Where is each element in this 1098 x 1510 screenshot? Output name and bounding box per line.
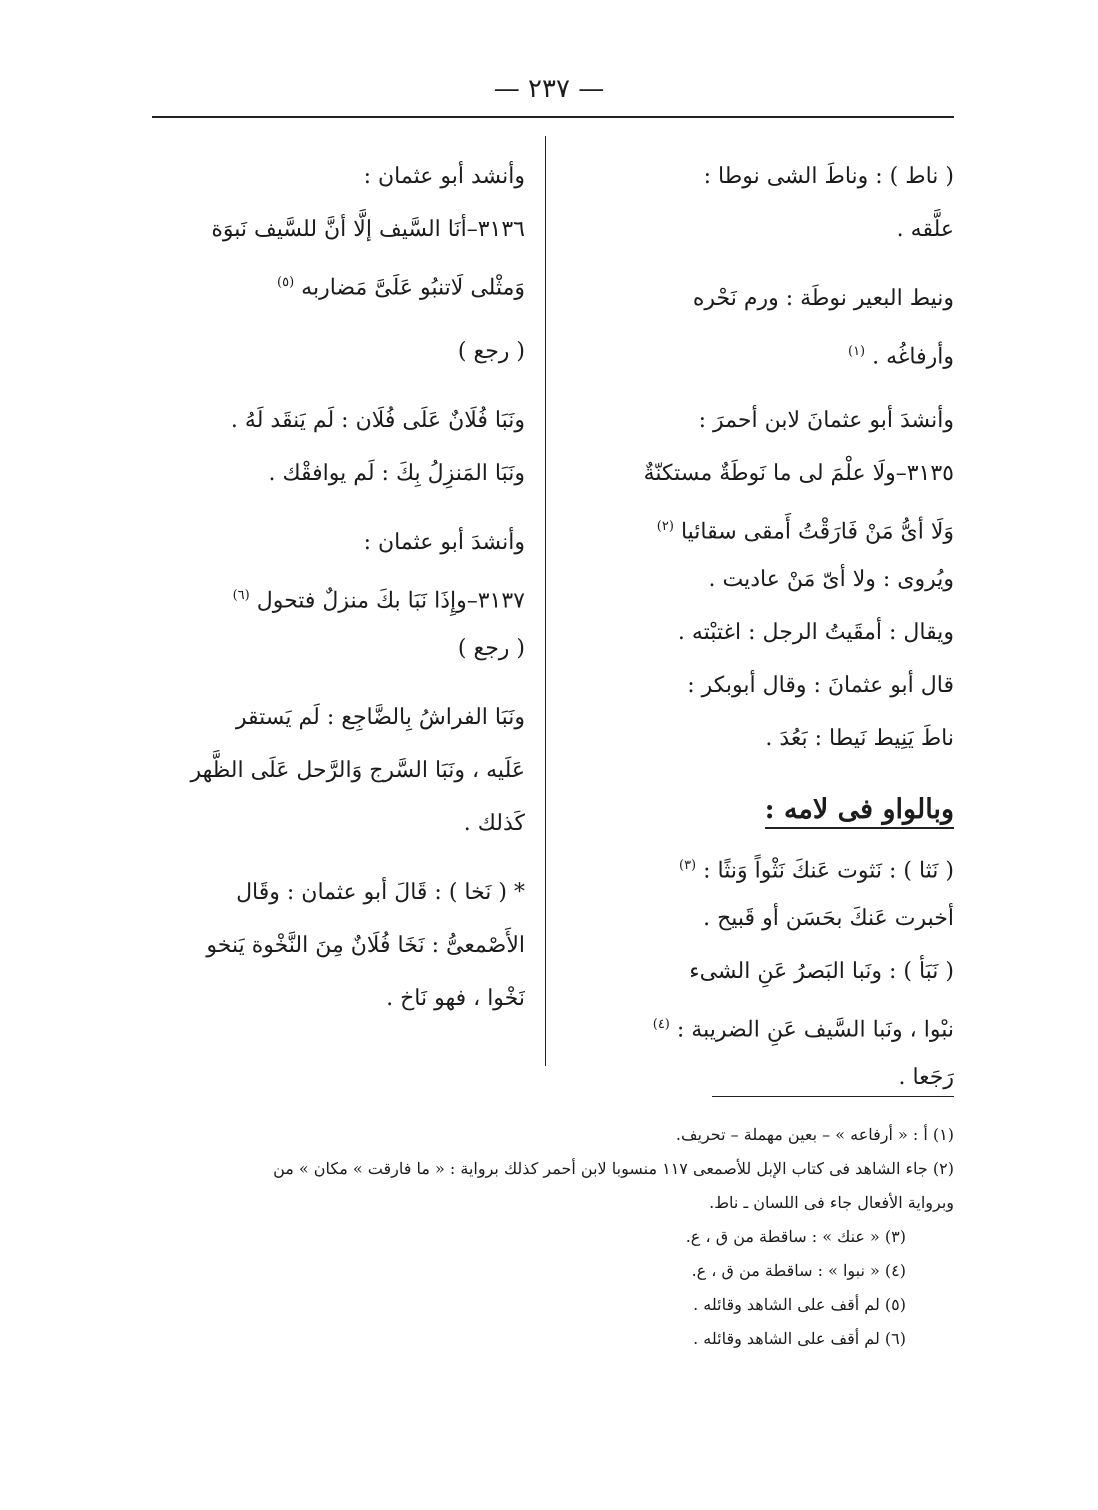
footnote-mark: (١) xyxy=(847,344,866,359)
footnote: وبرواية الأفعال جاء فى اللسان ـ ناط. xyxy=(709,1193,954,1212)
text-span: وأرفاغُه . xyxy=(872,344,954,370)
text-span: ( نَثا ) : نَثوت عَنكَ نَثْواً وَنثًا : xyxy=(703,858,954,884)
text-line: وأنشدَ أبو عثمانَ لابن أحمرَ : xyxy=(698,408,954,433)
verse-line xyxy=(150,569,525,622)
text-span: نبْوا ، ونَبا السَّيف عَنِ الضريبة : xyxy=(676,1017,954,1043)
footnote-rule xyxy=(712,1096,954,1097)
text-span: ٣١٣٧–وإِذَا نَبَا بكَ منزلٌ فتحول xyxy=(256,588,525,614)
left-column xyxy=(150,150,525,1025)
footnotes xyxy=(120,1118,954,1356)
footnote-mark: (٢) xyxy=(656,519,674,534)
return-tag: ( رجع ) xyxy=(457,636,525,661)
text-line: ( ناط ) : وناطَ الشى نوطا : xyxy=(703,164,954,189)
text-line: قال أبو عثمانَ : وقال أبوبكر : xyxy=(687,673,954,698)
footnote-mark: (٣) xyxy=(678,858,697,873)
verse-line xyxy=(560,500,954,553)
return-tag: ( رجع ) xyxy=(457,339,525,364)
footnote: (٤) « نبوا » : ساقطة من ق ، ع. xyxy=(691,1261,906,1280)
text-line: ونَبَا المَنزِلُ بِكَ : لَم يوافقْك . xyxy=(268,461,525,486)
text-line: ناطَ يَنِيط نَيطا : بَعُدَ . xyxy=(765,726,954,751)
text-line: رَجَعا . xyxy=(898,1065,954,1090)
text-line: علَّقه . xyxy=(896,217,954,242)
text-line xyxy=(560,839,954,892)
text-span: وَلَا أىُّ مَنْ فَارَقْتُ أَمقى سقائيا xyxy=(680,519,954,545)
text-line: عَلَيه ، ونَبَا السَّرج وَالرَّحل عَلَى الظَّهر xyxy=(190,758,525,783)
text-line: ونَبَا الفراشُ بِالضَّاجِع : لَم يَستقر xyxy=(235,705,525,730)
footnote-mark: (٤) xyxy=(652,1017,670,1032)
text-line: أخبرت عَنكَ بحَسَن أو قَبيح . xyxy=(703,906,954,931)
page-number: — ٢٣٧ — xyxy=(493,74,605,104)
footnote-mark: (٥) xyxy=(277,275,295,290)
text-line: وأنشد أبو عثمان : xyxy=(363,164,525,189)
footnote: (١) أ : « أرفاعه » – بعين مهملة – تحريف. xyxy=(675,1125,954,1144)
footnote-mark: (٦) xyxy=(232,588,250,603)
right-column xyxy=(560,150,954,1104)
text-line: وأنشدَ أبو عثمان : xyxy=(363,530,525,555)
text-line: نَخْوا ، فهو نَاخ . xyxy=(386,986,525,1011)
footnote: (٢) جاء الشاهد فى كتاب الإبل للأصمعى ١١٧ منسوبا لابن أحمر كذلك برواية : « ما فارقت » مكان » من xyxy=(273,1159,954,1178)
text-line: ( نَبَأ ) : ونَبا البَصرُ عَنِ الشىء xyxy=(689,959,954,984)
text-line: ونَبَا فُلَانٌ عَلَى فُلَان : لَم يَنقَد لَهُ . xyxy=(230,408,525,433)
text-line: الأَصْمعىُّ : نَخَا فُلَانٌ مِنَ النَّخْوة يَنخو xyxy=(206,933,525,958)
text-line: ويقال : أمقَيتُ الرجل : اغتبْته . xyxy=(677,620,954,645)
section-heading-text: وبالواو فى لامه : xyxy=(765,794,954,829)
text-line: * ( نَخا ) : قَالَ أبو عثمان : وقَال xyxy=(236,880,525,905)
text-line xyxy=(560,325,954,378)
section-heading xyxy=(560,781,954,839)
column-divider xyxy=(545,136,546,1066)
footnote: (٥) لم أقف على الشاهد وقائله . xyxy=(693,1295,906,1314)
text-span: وَمثْلى لَاتنبُو عَلَىَّ مَضاربه xyxy=(301,275,525,301)
footnote: (٣) « عنك » : ساقطة من ق ، ع. xyxy=(685,1227,906,1246)
text-line: ونيط البعير نوطَة : ورم نَحْره xyxy=(692,286,954,311)
text-line: كَذلك . xyxy=(463,811,525,836)
verse-line: ٣١٣٥–ولَا علْمَ لى ما نَوطَةٌ مستكنّةٌ xyxy=(643,461,954,486)
header-rule xyxy=(152,116,954,118)
text-line xyxy=(560,998,954,1051)
verse-line xyxy=(150,256,525,309)
text-line: ويُروى : ولا أىّ مَنْ عاديت . xyxy=(708,567,954,592)
footnote: (٦) لم أقف على الشاهد وقائله . xyxy=(693,1329,906,1348)
verse-line: ٣١٣٦–أنَا السَّيف إلَّا أنَّ للسَّيف نَبوَة xyxy=(211,217,525,242)
